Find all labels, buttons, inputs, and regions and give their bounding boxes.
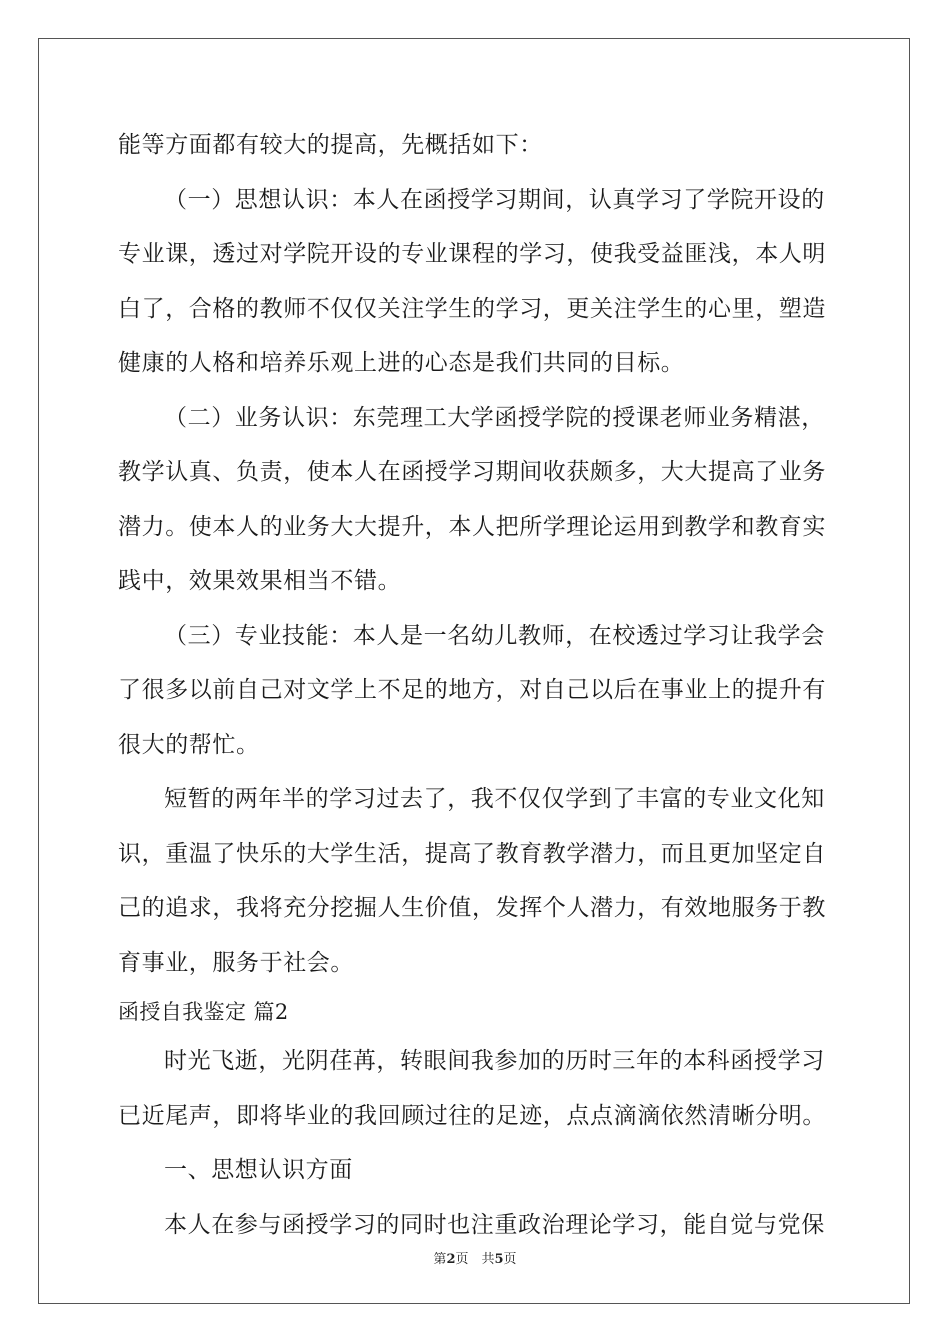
text-line: （一）思想认识：本人在函授学习期间，认真学习了学院开设的 xyxy=(164,186,825,213)
text-line: （三）专业技能：本人是一名幼儿教师，在校透过学习让我学会 xyxy=(164,622,825,649)
text-line: 教学认真、负责，使本人在函授学习期间收获颇多，大大提高了业务 xyxy=(118,459,826,485)
text-line: 白了，合格的教师不仅仅关注学生的学习，更关注学生的心里，塑造 xyxy=(118,295,826,322)
text-line: 健康的人格和培养乐观上进的心态是我们共同的目标。 xyxy=(118,350,685,376)
section-heading: 函授自我鉴定 篇2 xyxy=(118,1000,289,1024)
page-footer xyxy=(0,1248,950,1267)
footer-page-mid: 页 共 xyxy=(455,1252,495,1267)
paragraph-group-2 xyxy=(118,1034,834,1252)
text-line: 育事业，服务于社会。 xyxy=(118,949,354,976)
footer-page-current: 2 xyxy=(446,1252,456,1267)
footer-page-prefix: 第 xyxy=(433,1252,447,1267)
paragraph-group-1 xyxy=(118,118,834,990)
text-line: 践中，效果效果相当不错。 xyxy=(118,568,402,594)
text-line: 一、思想认识方面 xyxy=(164,1157,353,1183)
text-line: 本人在参与函授学习的同时也注重政治理论学习，能自觉与党保 xyxy=(164,1211,825,1238)
text-line: 已近尾声，即将毕业的我回顾过往的足迹，点点滴滴依然清晰分明。 xyxy=(118,1102,826,1129)
text-line: 了很多以前自己对文学上不足的地方，对自己以后在事业上的提升有 xyxy=(118,677,826,703)
text-line: 能等方面都有较大的提高，先概括如下： xyxy=(118,132,543,158)
text-line: （二）业务认识：东莞理工大学函授学院的授课老师业务精湛， xyxy=(164,404,825,431)
footer-page-suffix: 页 xyxy=(503,1252,517,1267)
text-line: 很大的帮忙。 xyxy=(118,731,260,758)
text-line: 识，重温了快乐的大学生活，提高了教育教学潜力，而且更加坚定自 xyxy=(118,840,826,867)
text-line: 专业课，透过对学院开设的专业课程的学习，使我受益匪浅，本人明 xyxy=(118,241,826,267)
document-body xyxy=(118,118,834,1252)
text-line: 时光飞逝，光阴荏苒，转眼间我参加的历时三年的本科函授学习 xyxy=(164,1048,825,1074)
footer-page-total: 5 xyxy=(494,1252,504,1267)
text-line: 潜力。使本人的业务大大提升，本人把所学理论运用到教学和教育实 xyxy=(118,513,826,540)
text-line: 己的追求，我将充分挖掘人生价值，发挥个人潜力，有效地服务于教 xyxy=(118,895,826,921)
text-line: 短暂的两年半的学习过去了，我不仅仅学到了丰富的专业文化知 xyxy=(164,786,825,812)
